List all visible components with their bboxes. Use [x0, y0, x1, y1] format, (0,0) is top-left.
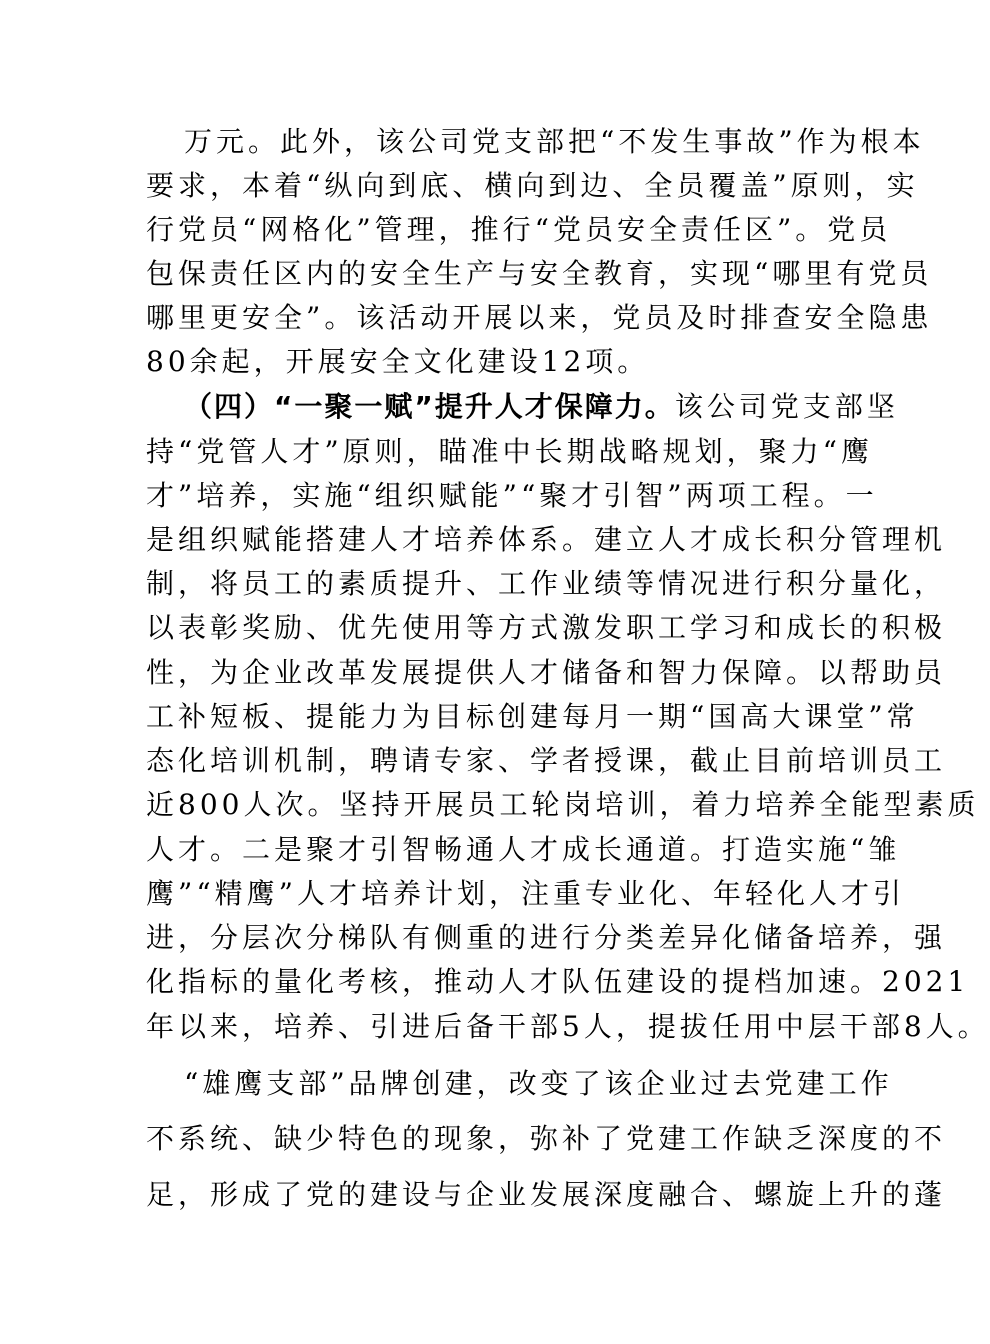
heading-line-rest: 该公司党支部坚	[674, 390, 899, 423]
paragraph-line: 化指标的量化考核，推动人才队伍建设的提档加速。2021	[146, 965, 970, 998]
paragraph-line: 人才。二是聚才引智畅通人才成长通道。打造实施“雏	[146, 833, 901, 866]
paragraph-line: 包保责任区内的安全生产与安全教育，实现“哪里有党员	[146, 257, 933, 290]
paragraph-line: 年以来，培养、引进后备干部5人，提拔任用中层干部8人。	[146, 1010, 990, 1043]
paragraph-line: “雄鹰支部”品牌创建，改变了该企业过去党建工作	[184, 1067, 893, 1100]
paragraph-line: 哪里更安全”。该活动开展以来，党员及时排查安全隐患	[146, 301, 933, 334]
paragraph-line: 持“党管人才”原则，瞄准中长期战略规划，聚力“鹰	[146, 435, 873, 468]
paragraph-line: 以表彰奖励、优先使用等方式激发职工学习和成长的积极	[146, 611, 947, 644]
paragraph-line: 是组织赋能搭建人才培养体系。建立人才成长积分管理机	[146, 523, 947, 556]
paragraph-line: 行党员“网格化”管理，推行“党员安全责任区”。党员	[146, 213, 892, 246]
paragraph-line: 才”培养，实施“组织赋能”“聚才引智”两项工程。一	[146, 479, 878, 512]
paragraph-line: 80余起，开展安全文化建设12项。	[146, 345, 650, 378]
paragraph-line: 工补短板、提能力为目标创建每月一期“国高大课堂”常	[146, 700, 919, 733]
section-heading-line	[184, 387, 899, 427]
paragraph-line: 态化培训机制，聘请专家、学者授课，截止目前培训员工	[146, 744, 947, 777]
paragraph-line: 要求，本着“纵向到底、横向到边、全员覆盖”原则，实	[146, 169, 919, 202]
paragraph-line: 性，为企业改革发展提供人才储备和智力保障。以帮助员	[146, 656, 947, 689]
paragraph-line: 万元。此外，该公司党支部把“不发生事故”作为根本	[184, 125, 925, 158]
paragraph-line: 鹰”“精鹰”人才培养计划，注重专业化、年轻化人才引	[146, 877, 905, 910]
paragraph-line: 不系统、缺少特色的现象，弥补了党建工作缺乏深度的不	[146, 1122, 947, 1155]
paragraph-line: 足，形成了党的建设与企业发展深度融合、螺旋上升的蓬	[146, 1178, 947, 1211]
paragraph-line: 近800人次。坚持开展员工轮岗培训，着力培养全能型素质	[146, 788, 980, 821]
paragraph-line: 制，将员工的素质提升、工作业绩等情况进行积分量化，	[146, 567, 947, 600]
paragraph-line: 进，分层次分梯队有侧重的进行分类差异化储备培养，强	[146, 921, 947, 954]
section-heading: （四）“一聚一赋”提升人才保障力。	[184, 390, 675, 423]
